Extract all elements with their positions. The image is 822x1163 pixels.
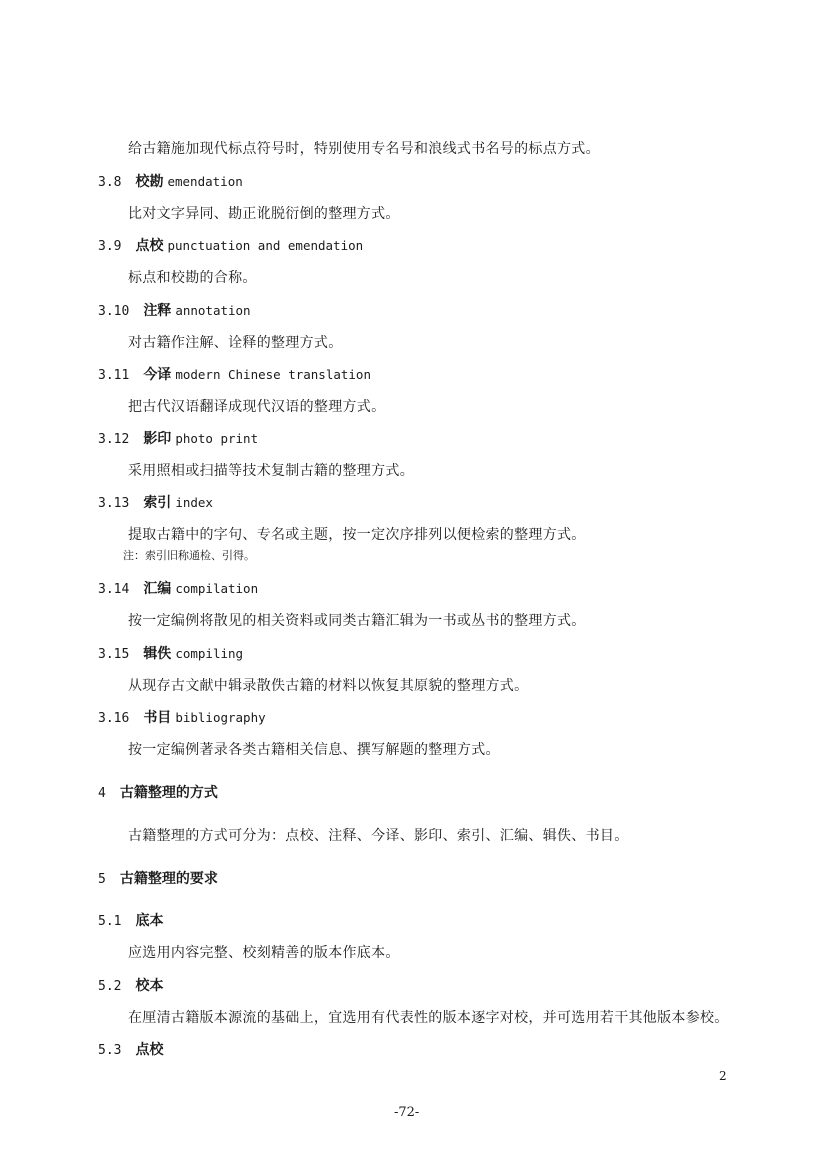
term-number: 3.15 (98, 647, 130, 662)
term-english: punctuation and emendation (167, 238, 364, 253)
term-heading (98, 492, 213, 512)
term-definition: 从现存古文献中辑录散佚古籍的材料以恢复其原貌的整理方式。 (128, 678, 529, 694)
subsection-body: 应选用内容完整、校刻精善的版本作底本。 (128, 945, 400, 961)
subsection-number: 5.1 (98, 914, 122, 929)
subsection-title: 点校 (135, 1042, 164, 1058)
subsection-number: 5.2 (98, 979, 122, 994)
subsection-heading (98, 1039, 163, 1059)
section-body: 古籍整理的方式可分为：点校、注释、今译、影印、索引、汇编、辑佚、书目。 (128, 828, 629, 844)
term-heading (98, 643, 243, 663)
term-english: photo print (175, 431, 259, 446)
term-definition: 提取古籍中的字句、专名或主题，按一定次序排列以便检索的整理方式。 (128, 527, 586, 543)
term-chinese: 影印 (143, 431, 172, 447)
term-number: 3.14 (98, 582, 130, 597)
term-chinese: 索引 (143, 495, 172, 511)
subsection-body: 在厘清古籍版本源流的基础上，宜选用有代表性的版本逐字对校，并可选用若干其他版本参校。 (128, 1010, 729, 1026)
term-heading (98, 235, 363, 255)
term-number: 3.16 (98, 711, 130, 726)
subsection-title: 底本 (135, 913, 164, 929)
intro-line: 给古籍施加现代标点符号时，特别使用专名号和浪线式书名号的标点方式。 (128, 141, 600, 157)
term-definition: 对古籍作注解、诠释的整理方式。 (128, 335, 343, 351)
term-chinese: 辑佚 (143, 646, 172, 662)
term-heading (98, 171, 243, 191)
section-title: 古籍整理的要求 (119, 871, 218, 887)
term-number: 3.12 (98, 432, 130, 447)
term-heading (98, 364, 371, 384)
term-chinese: 书目 (143, 710, 172, 726)
term-english: bibliography (175, 710, 266, 725)
term-definition: 标点和校勘的合称。 (128, 270, 257, 286)
term-heading (98, 578, 258, 598)
term-definition: 按一定编例著录各类古籍相关信息、撰写解题的整理方式。 (128, 742, 500, 758)
term-english: index (175, 495, 213, 510)
term-chinese: 校勘 (135, 174, 164, 190)
term-definition: 按一定编例将散见的相关资料或同类古籍汇辑为一书或丛书的整理方式。 (128, 613, 586, 629)
subsection-number: 5.3 (98, 1043, 122, 1058)
term-english: annotation (175, 303, 251, 318)
section-heading (98, 782, 218, 802)
subsection-title: 校本 (135, 978, 164, 994)
term-definition: 采用照相或扫描等技术复制古籍的整理方式。 (128, 463, 414, 479)
section-heading (98, 868, 218, 888)
term-english: modern Chinese translation (175, 367, 371, 382)
term-number: 3.10 (98, 304, 130, 319)
section-number: 4 (98, 786, 106, 801)
term-heading (98, 707, 266, 727)
term-english: emendation (167, 174, 243, 189)
term-definition: 把古代汉语翻译成现代汉语的整理方式。 (128, 399, 386, 415)
term-heading (98, 428, 258, 448)
term-number: 3.9 (98, 239, 122, 254)
subsection-heading (98, 910, 163, 930)
term-chinese: 点校 (135, 238, 164, 254)
term-chinese: 注释 (143, 303, 172, 319)
term-number: 3.11 (98, 368, 130, 383)
term-definition: 比对文字异同、勘正讹脱衍倒的整理方式。 (128, 206, 400, 222)
section-number: 5 (98, 872, 106, 887)
term-number: 3.8 (98, 175, 122, 190)
term-english: compilation (175, 581, 259, 596)
footer-page-number: -72- (394, 1105, 420, 1120)
page-number: 2 (719, 1069, 727, 1083)
term-english: compiling (175, 646, 244, 661)
term-note: 注：索引旧称通检、引得。 (123, 549, 255, 562)
subsection-heading (98, 975, 163, 995)
section-title: 古籍整理的方式 (119, 785, 218, 801)
term-heading (98, 300, 251, 320)
term-chinese: 今译 (143, 367, 172, 383)
term-chinese: 汇编 (143, 581, 172, 597)
term-number: 3.13 (98, 496, 130, 511)
